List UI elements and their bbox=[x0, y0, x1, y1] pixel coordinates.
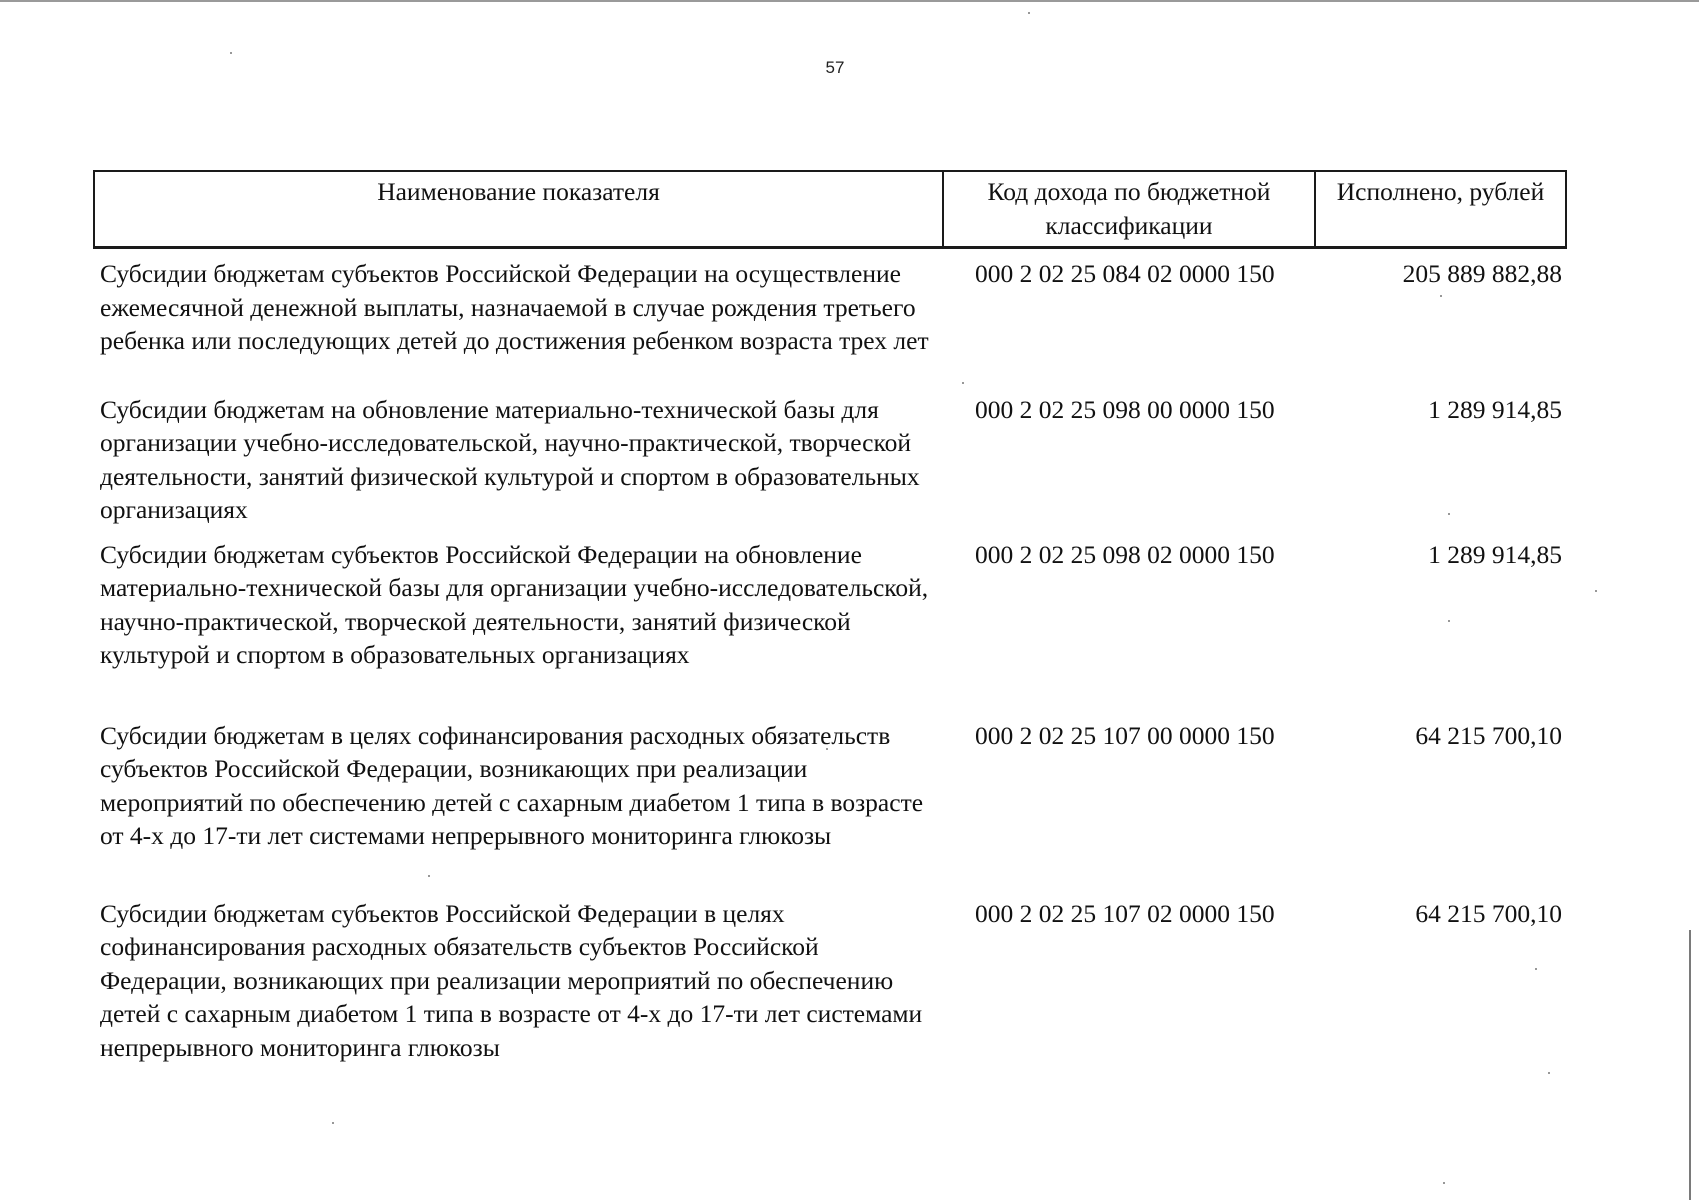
table-row bbox=[94, 719, 1566, 897]
scan-speck bbox=[1548, 1072, 1550, 1074]
row-indicator-name: Субсидии бюджетам в целях софинансирования расходных обязательств субъектов Российской Федерации, возникающих при реализации мероприятий по обеспечению детей с сахарным диабетом 1 типа в возрасте от 4-х до 17-ти лет системами непрерывного мониторинга глюкозы bbox=[100, 720, 924, 850]
header-executed-amount: Исполнено, рублей bbox=[1315, 171, 1566, 248]
row-indicator-name: Субсидии бюджетам субъектов Российской Федерации на обновление материально-технической базы для организации учебно-исследовательской, научно-практической, творческой деятельности, занятий физической культурой и спортом в образовательных организациях bbox=[100, 539, 929, 669]
budget-income-table bbox=[93, 170, 1567, 1065]
scan-right-border bbox=[1689, 930, 1691, 1200]
scan-speck bbox=[230, 52, 232, 54]
row-indicator-name: Субсидии бюджетам на обновление материально-технической базы для организации учебно-исследовательской, научно-практической, творческой деятельности, занятий физической культурой и спортом в образовательных организациях bbox=[100, 394, 920, 524]
row-income-code: 000 2 02 25 107 02 0000 150 bbox=[975, 898, 1275, 928]
row-income-code: 000 2 02 25 084 02 0000 150 bbox=[975, 259, 1275, 288]
row-income-code: 000 2 02 25 098 02 0000 150 bbox=[975, 539, 1275, 569]
page-number: 57 bbox=[825, 58, 845, 77]
row-executed-amount: 205 889 882,88 bbox=[1402, 259, 1562, 288]
row-indicator-name: Субсидии бюджетам субъектов Российской Федерации в целях софинансирования расходных обязательств субъектов Российской Федерации, возникающих при реализации мероприятий по обеспечению детей с сахарным диабетом 1 типа в возрасте от 4-х до 17-ти лет системами непрерывного мониторинга глюкозы bbox=[100, 898, 923, 1062]
row-executed-amount: 1 289 914,85 bbox=[1428, 539, 1562, 569]
table-row bbox=[94, 248, 1566, 393]
row-executed-amount: 64 215 700,10 bbox=[1415, 898, 1562, 928]
table-row bbox=[94, 538, 1566, 719]
scan-speck bbox=[1443, 1182, 1445, 1184]
table-row bbox=[94, 393, 1566, 538]
row-income-code: 000 2 02 25 098 00 0000 150 bbox=[975, 394, 1275, 424]
header-indicator-name: Наименование показателя bbox=[94, 171, 943, 248]
scan-speck bbox=[1028, 12, 1030, 14]
table-row bbox=[94, 897, 1566, 1065]
header-income-code: Код дохода по бюджетной классификации bbox=[943, 171, 1315, 248]
row-executed-amount: 1 289 914,85 bbox=[1428, 394, 1562, 424]
row-indicator-name: Субсидии бюджетам субъектов Российской Федерации на осуществление ежемесячной денежной выплаты, назначаемой в случае рождения третьего ребенка или последующих детей до достижения ребенком возраста трех лет bbox=[100, 259, 929, 355]
table-header-row bbox=[94, 171, 1566, 248]
scan-speck bbox=[1595, 590, 1597, 592]
row-executed-amount: 64 215 700,10 bbox=[1415, 720, 1562, 750]
scan-speck bbox=[332, 1122, 334, 1124]
row-income-code: 000 2 02 25 107 00 0000 150 bbox=[975, 720, 1275, 750]
scan-top-border bbox=[0, 0, 1699, 2]
